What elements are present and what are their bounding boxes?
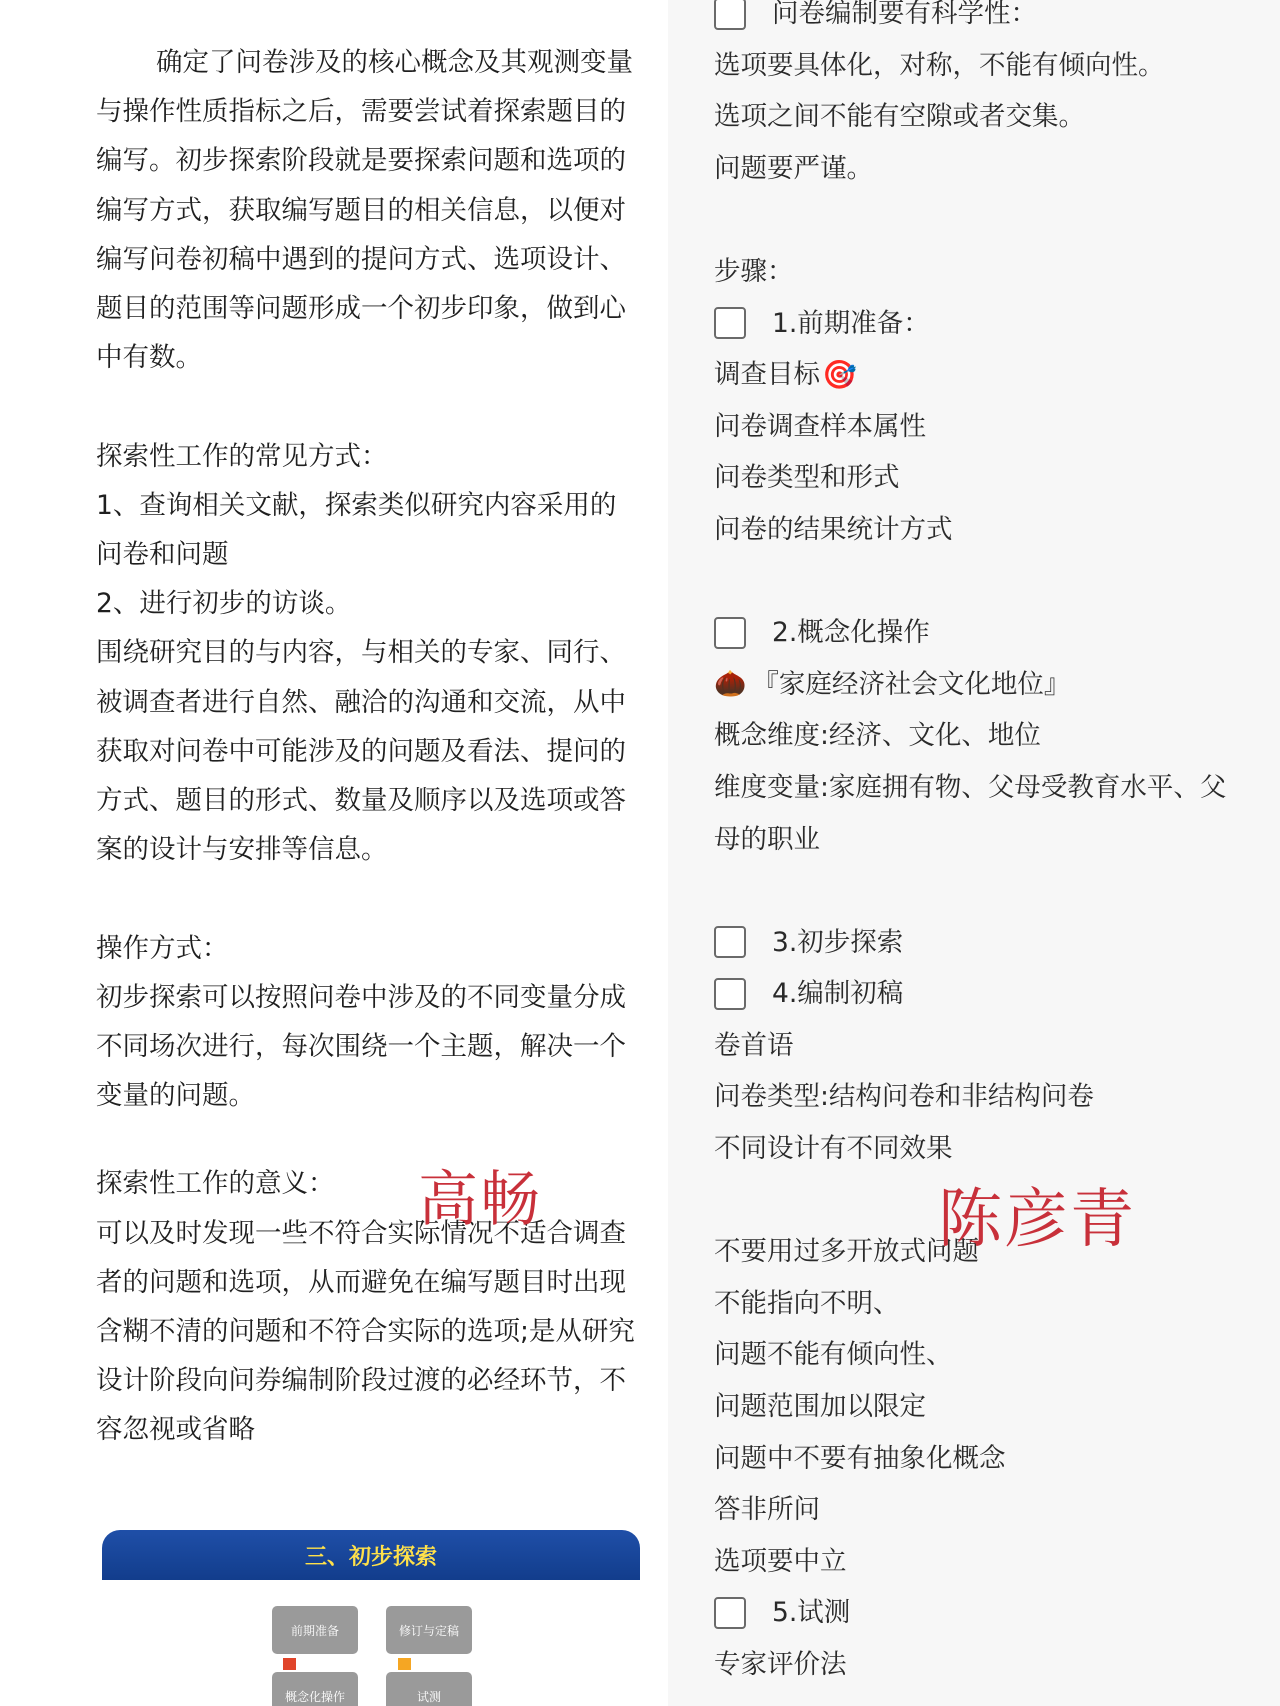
section-heading-common-methods: 探索性工作的常见方式：	[96, 440, 388, 472]
note-line: 问卷调查样本属性	[714, 410, 926, 442]
checkbox[interactable]	[714, 926, 746, 958]
note-line-example	[714, 659, 1274, 711]
left-article	[96, 38, 636, 1455]
note-line: 问题中不要有抽象化概念	[714, 1442, 1006, 1474]
slide-accent-red	[283, 1658, 296, 1670]
note-line: 选项要中立	[714, 1545, 847, 1577]
watermark-right: 陈彦青	[938, 1183, 1136, 1257]
right-notes	[714, 0, 1274, 1691]
note-line: 问题范围加以限定	[714, 1391, 926, 1423]
note-line: 问题要严谨。	[714, 152, 873, 184]
note-line: 母的职业	[714, 823, 820, 855]
checklist-item-scientific[interactable]	[714, 0, 1274, 40]
chestnut-icon: 🌰	[714, 668, 747, 699]
note-line: 不要用过多开放式问题	[714, 1236, 979, 1268]
note-line: 问题不能有倾向性、	[714, 1339, 953, 1371]
checklist-label: 3.初步探索	[772, 926, 904, 958]
checklist-label: 问卷编制要有科学性：	[772, 0, 1037, 29]
slide-thumbnail	[102, 1530, 640, 1706]
watermark-left: 高畅	[418, 1165, 542, 1235]
operation-paragraph: 初步探索可以按照问卷中涉及的不同变量分成不同场次进行，每次围绕一个主题，解决一个变量的问题。	[96, 981, 626, 1112]
checkbox[interactable]	[714, 1597, 746, 1629]
note-line: 不同设计有不同效果	[714, 1133, 953, 1165]
note-line: 卷首语	[714, 1029, 794, 1061]
slide-header: 三、初步探索	[102, 1530, 640, 1580]
note-line: 维度变量:家庭拥有物、父母受教育水平、父	[714, 771, 1227, 803]
checklist-item-conceptualization[interactable]	[714, 607, 1274, 659]
note-line: 概念维度:经济、文化、地位	[714, 720, 1041, 752]
note-line: 选项之间不能有空隙或者交集。	[714, 101, 1085, 133]
slide-box-revision: 修订与定稿	[386, 1606, 472, 1654]
checklist-item-preparation[interactable]	[714, 298, 1274, 350]
steps-heading: 步骤：	[714, 255, 794, 287]
note-line: 专家评价法	[714, 1649, 847, 1680]
checkbox[interactable]	[714, 0, 746, 30]
checklist-label: 5.试测	[772, 1597, 851, 1629]
note-line: 不能指向不明、	[714, 1287, 900, 1319]
note-line-target	[714, 349, 1274, 401]
checkbox[interactable]	[714, 978, 746, 1010]
checklist-label: 2.概念化操作	[772, 617, 930, 649]
section-heading-significance: 探索性工作的意义：	[96, 1168, 335, 1200]
checklist-item-exploration[interactable]	[714, 917, 1274, 969]
checklist-item-draft[interactable]	[714, 968, 1274, 1020]
checkbox[interactable]	[714, 307, 746, 339]
target-icon: 🎯	[822, 358, 857, 392]
method-item-1: 1、查询相关文献，探索类似研究内容采用的问卷和问题	[96, 489, 617, 571]
slide-box-preparation: 前期准备	[272, 1606, 358, 1654]
slide-accent-orange	[398, 1658, 411, 1670]
significance-paragraph: 可以及时发现一些不符合实际情况不适合调查者的问题和选项，从而避免在编写题目时出现含糊不清的问题和不符合实际的选项;是从研究设计阶段向问券编制阶段过渡的必经环节，不容忽视或省略	[96, 1217, 635, 1446]
note-text: 调查目标	[714, 359, 820, 391]
slide-box-pretest: 试测	[386, 1672, 472, 1706]
note-line: 答非所问	[714, 1494, 820, 1526]
note-text: 『家庭经济社会文化地位』	[752, 668, 1071, 700]
method-item-2: 2、进行初步的访谈。	[96, 588, 352, 620]
note-line: 问卷类型和形式	[714, 462, 900, 494]
slide-box-conceptualization: 概念化操作	[272, 1672, 358, 1706]
note-line: 问卷类型:结构问卷和非结构问卷	[714, 1081, 1094, 1113]
checklist-label: 1.前期准备：	[772, 307, 930, 339]
interview-paragraph: 围绕研究目的与内容，与相关的专家、同行、被调查者进行自然、融洽的沟通和交流，从中获取对问卷中可能涉及的问题及看法、提问的方式、题目的形式、数量及顺序以及选项或答案的设计与安排等信息。	[96, 637, 626, 866]
note-line: 问卷的结果统计方式	[714, 513, 953, 545]
intro-paragraph: 确定了问卷涉及的核心概念及其观测变量与操作性质指标之后，需要尝试着探索题目的编写。初步探索阶段就是要探索问题和选项的编写方式，获取编写题目的相关信息，以便对编写问卷初稿中遇到的提问方式、选项设计、题目的范围等问题形成一个初步印象，做到心中有数。	[96, 47, 633, 374]
checkbox[interactable]	[714, 617, 746, 649]
checklist-item-pretest[interactable]	[714, 1587, 1274, 1639]
checklist-label: 4.编制初稿	[772, 978, 904, 1010]
note-line: 选项要具体化，对称，不能有倾向性。	[714, 49, 1165, 81]
section-heading-operation: 操作方式：	[96, 932, 229, 964]
